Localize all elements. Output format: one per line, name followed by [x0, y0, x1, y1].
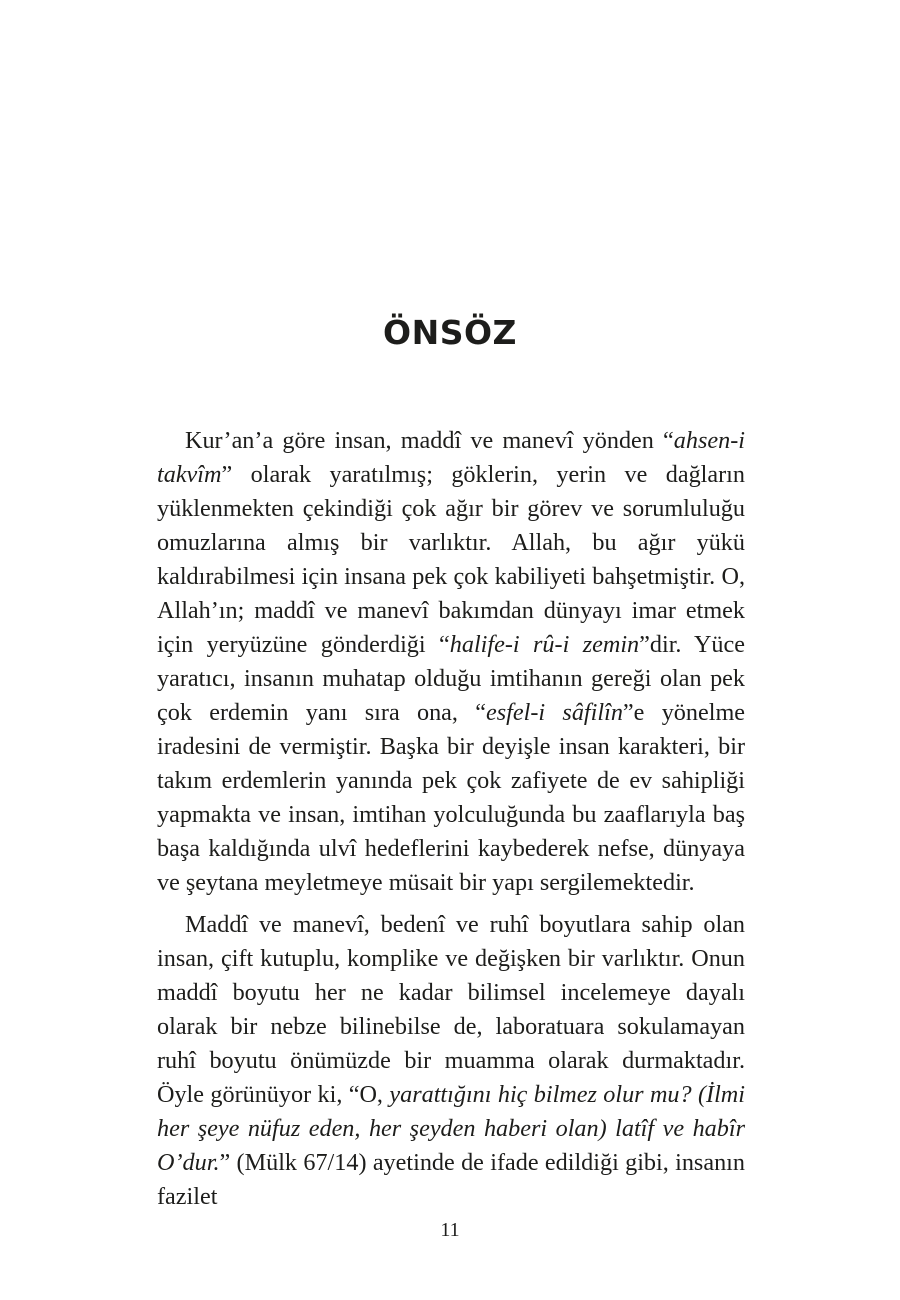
page-number: 11 [440, 1219, 460, 1241]
italic-quote: yarattığını hiç bilmez olur mu? (İlmi her şeye nüfuz eden, her şeyden haberi olan) latîf ve habîr O’dur. [157, 1081, 745, 1176]
body-text [157, 424, 745, 1214]
italic-term: ahsen-i takvîm [157, 427, 745, 488]
text-segment: ” olarak yaratılmış; göklerin, yerin ve dağların yüklenmekten çekindiği çok ağır bir görev ve sorumluluğu omuzlarına almış bir varlıktır. Allah, bu ağır yükü kaldırabilmesi için insana pek çok kabiliyeti bahşetmiştir. O, Allah’ın; maddî ve manevî bakımdan dünyayı imar etmek için yeryüzüne gönderdiği “ [157, 461, 745, 658]
text-segment: ”e yönelme iradesini de vermiştir. Başka bir deyişle insan karakteri, bir takım erdemlerin yanında pek çok zafiyete de ev sahipliği yapmakta ve insan, imtihan yolculuğunda bu zaaflarıyla baş başa kaldığında ulvî hedeflerini kaybederek nefse, dünyaya ve şeytana meyletmeye müsait bir yapı sergilemektedir. [157, 699, 745, 896]
paragraph-2 [157, 908, 745, 1214]
text-segment: ” (Mülk 67/14) ayetinde de ifade edildiği gibi, insanın fazilet [157, 1149, 745, 1210]
italic-term: halife-i rû-i zemin [449, 631, 640, 658]
italic-term: esfel-i sâfilîn [486, 699, 623, 726]
text-segment: Maddî ve manevî, bedenî ve ruhî boyutlara sahip olan insan, çift kutuplu, komplike ve değişken bir varlıktır. Onun maddî boyutu her ne kadar bilimsel incelemeye dayalı olarak bir nebze bilinebilse de, laboratuara sokulamayan ruhî boyutu önümüzde bir muamma olarak durmaktadır. Öyle görünüyor ki, “O, [157, 911, 745, 1108]
paragraph-1 [157, 424, 745, 900]
text-segment: ”dir. Yüce yaratıcı, insanın muhatap olduğu imtihanın gereği olan pek çok erdemin yanı sıra ona, “ [157, 631, 745, 726]
text-segment: Kur’an’a göre insan, maddî ve manevî yönden “ [185, 427, 674, 454]
page-title: ÖNSÖZ [383, 313, 517, 352]
